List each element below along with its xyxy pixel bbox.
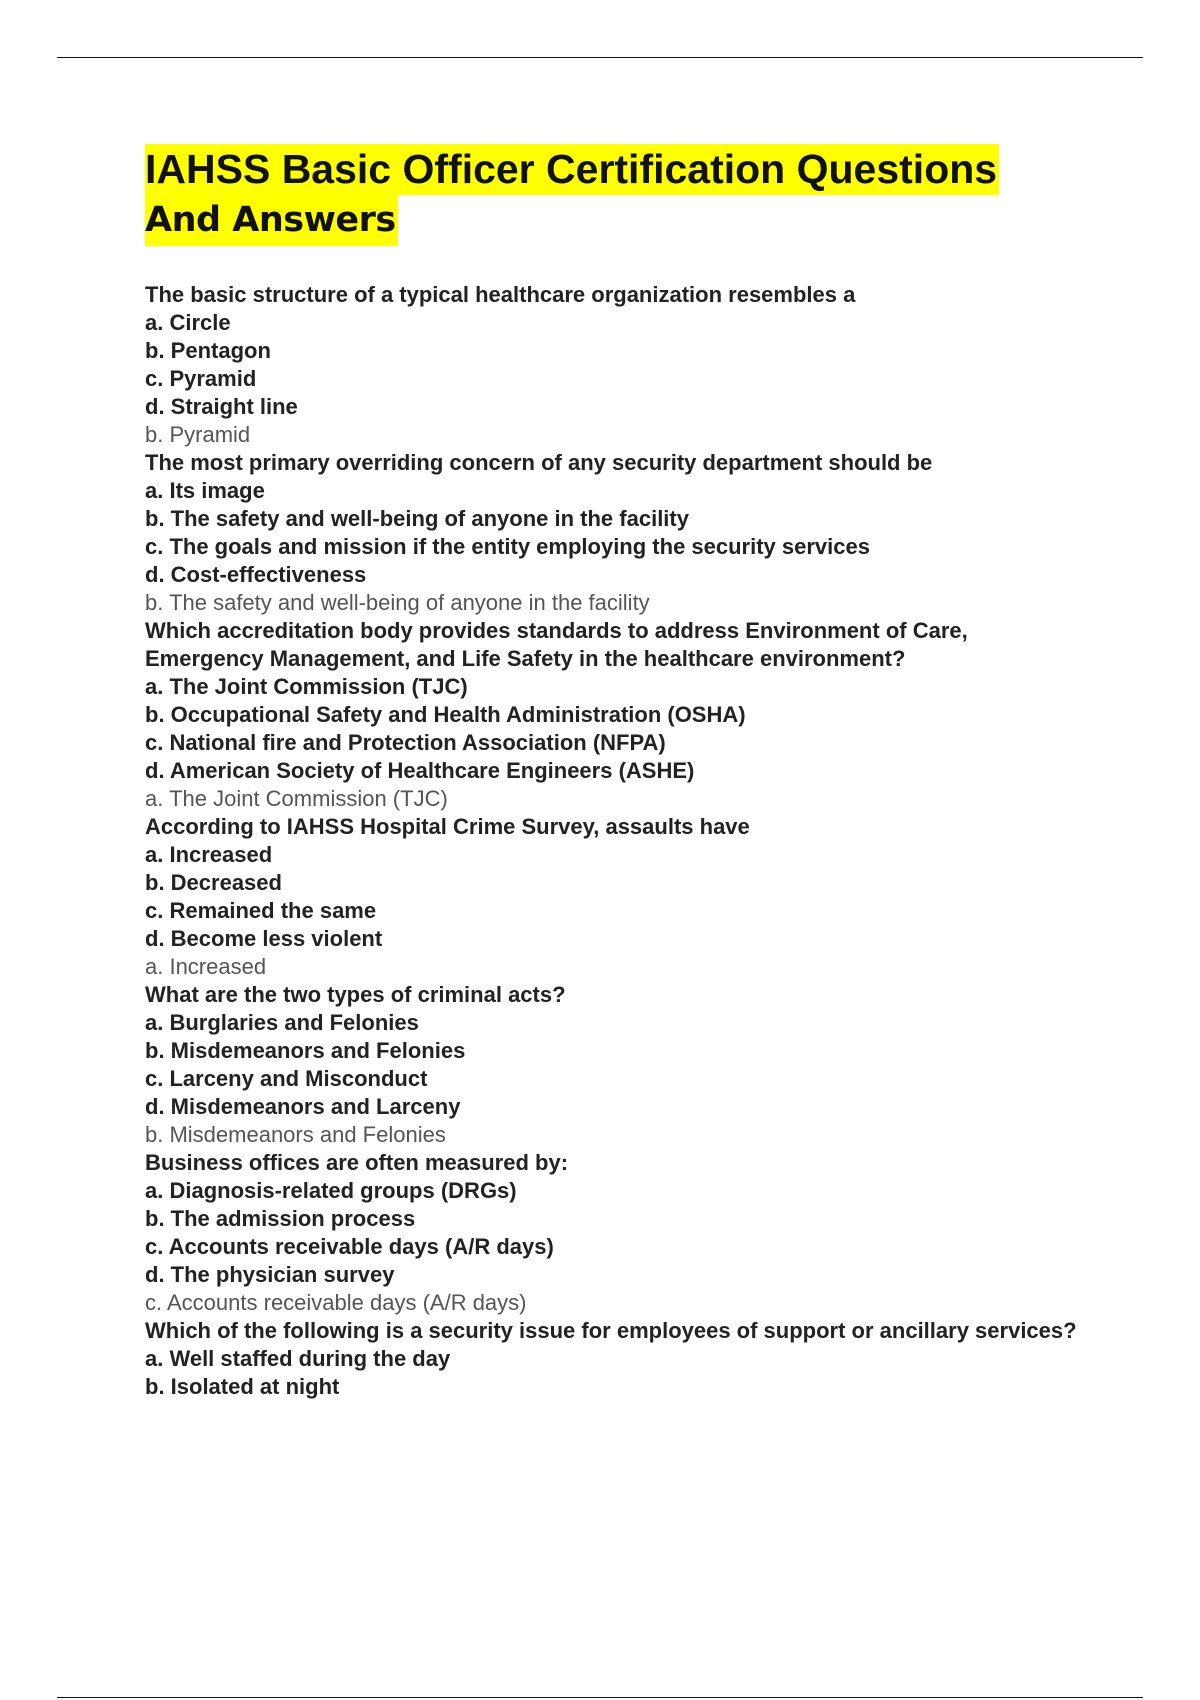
answer-option: a. Burglaries and Felonies [145,1010,419,1035]
answer-option: b. Decreased [145,870,282,895]
question-block [145,449,1080,617]
question-block [145,1149,1080,1317]
answer-option: d. Become less violent [145,926,383,951]
correct-answer: b. Pyramid [145,422,251,447]
correct-answer: a. The Joint Commission (TJC) [145,786,448,811]
question-text: What are the two types of criminal acts? [145,982,566,1007]
answer-option: b. Isolated at night [145,1374,340,1399]
question-text: According to IAHSS Hospital Crime Survey, assaults have [145,814,750,839]
question-text: The most primary overriding concern of any security department should be [145,450,933,475]
answer-option: b. Occupational Safety and Health Administration (OSHA) [145,702,746,727]
answer-option: a. Increased [145,842,273,867]
question-block [145,1317,1080,1401]
answer-option: a. Well staffed during the day [145,1346,451,1371]
question-block [145,617,1080,813]
question-text: Which accreditation body provides standards to address Environment of Care, Emergency Management, and Life Safety in the healthcare environment? [145,618,968,671]
answer-option: a. Its image [145,478,265,503]
top-rule [57,57,1143,58]
answer-option: b. Pentagon [145,338,271,363]
question-text: Which of the following is a security issue for employees of support or ancillary services? [145,1318,1077,1343]
answer-option: a. Diagnosis-related groups (DRGs) [145,1178,517,1203]
answer-option: d. Cost-effectiveness [145,562,367,587]
answer-option: b. The safety and well-being of anyone in the facility [145,506,689,531]
correct-answer: b. The safety and well-being of anyone in the facility [145,590,650,615]
correct-answer: c. Accounts receivable days (A/R days) [145,1290,527,1315]
answer-option: c. Remained the same [145,898,377,923]
answer-option: b. The admission process [145,1206,416,1231]
question-text: Business offices are often measured by: [145,1150,569,1175]
answer-option: b. Misdemeanors and Felonies [145,1038,466,1063]
correct-answer: b. Misdemeanors and Felonies [145,1122,446,1147]
answer-option: d. Misdemeanors and Larceny [145,1094,461,1119]
question-block [145,281,1080,449]
answer-option: a. The Joint Commission (TJC) [145,674,468,699]
question-block [145,813,1080,981]
answer-option: d. The physician survey [145,1262,395,1287]
answer-option: d. Straight line [145,394,298,419]
answer-option: d. American Society of Healthcare Engineers (ASHE) [145,758,695,783]
title-line-2: And Answers [145,195,398,246]
question-list [145,281,1080,1401]
question-text: The basic structure of a typical healthcare organization resembles a [145,282,856,307]
correct-answer: a. Increased [145,954,267,979]
document-title [145,144,1080,246]
answer-option: c. The goals and mission if the entity employing the security services [145,534,870,559]
document-body [145,144,1080,1401]
answer-option: c. National fire and Protection Association (NFPA) [145,730,666,755]
title-line-1: IAHSS Basic Officer Certification Questions [145,144,999,195]
answer-option: c. Pyramid [145,366,257,391]
question-block [145,981,1080,1149]
answer-option: a. Circle [145,310,231,335]
answer-option: c. Accounts receivable days (A/R days) [145,1234,554,1259]
answer-option: c. Larceny and Misconduct [145,1066,428,1091]
bottom-rule [57,1697,1143,1698]
